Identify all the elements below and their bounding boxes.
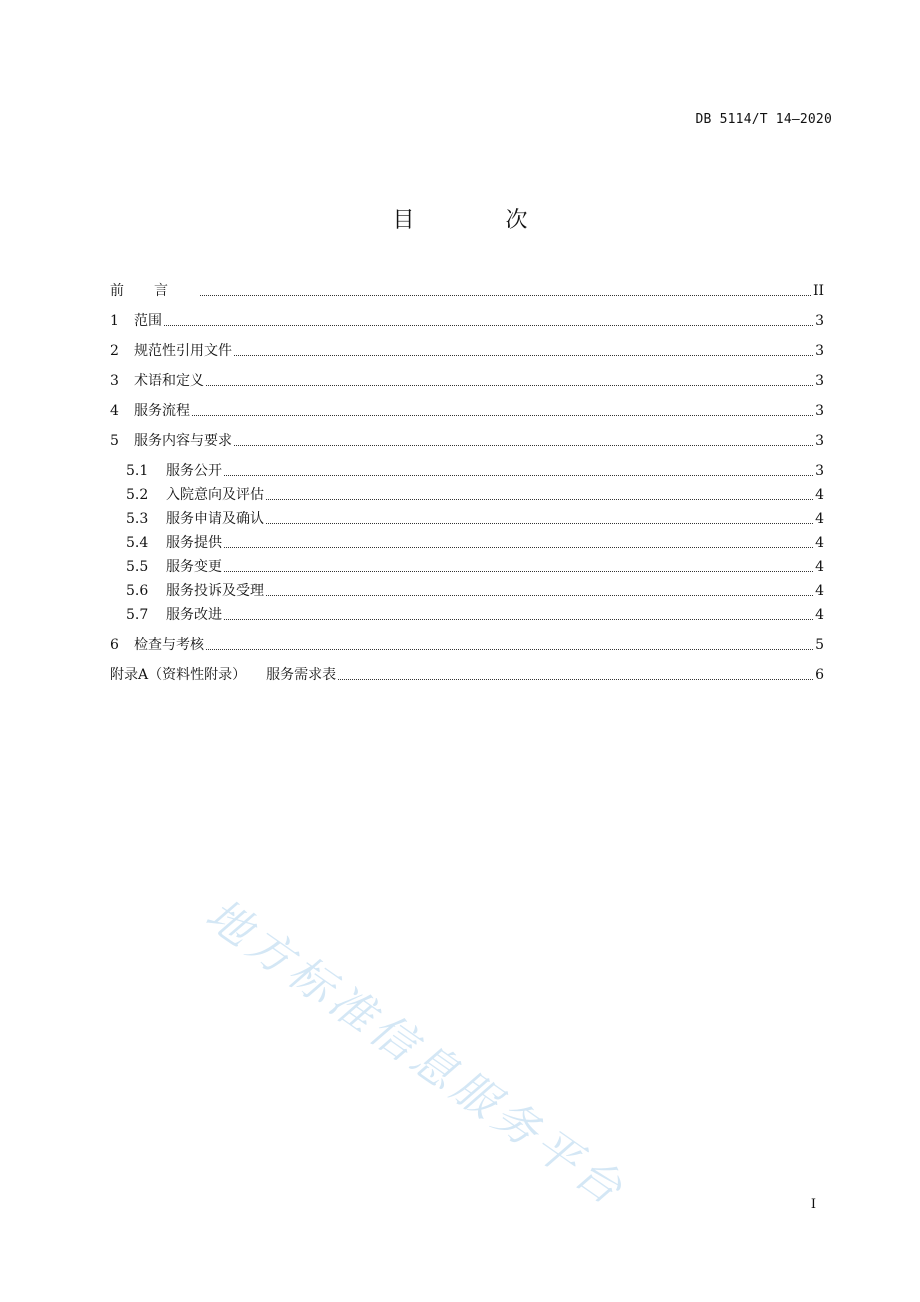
toc-page-number: 3 — [815, 343, 824, 359]
toc-page-number: 4 — [815, 535, 824, 551]
toc-leader-dots — [266, 523, 813, 524]
toc-entry-appendix-a[interactable] — [110, 664, 824, 684]
page-title: 目 次 — [392, 208, 570, 233]
toc-leader-dots — [338, 679, 813, 680]
toc-entry-number: 4 — [110, 403, 119, 419]
toc-leader-dots — [200, 295, 811, 296]
toc-leader-dots — [266, 499, 813, 500]
toc-entry-label: 前言 — [110, 283, 198, 299]
toc-entry-number: 6 — [110, 637, 119, 653]
toc-page-number: 4 — [815, 607, 824, 623]
toc-page-number: 3 — [815, 433, 824, 449]
toc-leader-dots — [164, 325, 813, 326]
toc-page-number: 3 — [815, 313, 824, 329]
toc-entry-number: 5 — [110, 433, 119, 449]
toc-entry-number: 5.6 — [126, 583, 149, 599]
toc-entry-number: 5.4 — [126, 535, 149, 551]
toc-entry-5-6[interactable] — [126, 580, 824, 600]
toc-entry-label: 术语和定义 — [134, 373, 204, 389]
toc-entry-5-4[interactable] — [126, 532, 824, 552]
toc-leader-dots — [224, 571, 813, 572]
toc-leader-dots — [234, 355, 813, 356]
toc-entry-number: 5.2 — [126, 487, 149, 503]
toc-leader-dots — [224, 475, 813, 476]
toc-page-number: 3 — [815, 403, 824, 419]
toc-page-number: II — [812, 283, 824, 299]
toc-entry-5-5[interactable] — [126, 556, 824, 576]
toc-leader-dots — [192, 415, 813, 416]
toc-page-number: 3 — [815, 373, 824, 389]
toc-entry-5-7[interactable] — [126, 604, 824, 624]
toc-entry-number: 1 — [110, 313, 119, 329]
toc-leader-dots — [206, 385, 813, 386]
toc-entry-label: 服务投诉及受理 — [166, 583, 264, 599]
toc-entry-label: 服务变更 — [166, 559, 222, 575]
toc-page-number: 6 — [815, 667, 824, 683]
toc-entry-label: 规范性引用文件 — [134, 343, 232, 359]
toc-entry-label: 服务内容与要求 — [134, 433, 232, 449]
toc-entry-preface[interactable] — [110, 280, 824, 300]
toc-entry-3[interactable] — [110, 370, 824, 390]
toc-entry-number: 5.3 — [126, 511, 149, 527]
toc-entry-4[interactable] — [110, 400, 824, 420]
toc-entry-label: 服务改进 — [166, 607, 222, 623]
toc-leader-dots — [206, 649, 813, 650]
toc-entry-label: 服务流程 — [134, 403, 190, 419]
toc-entry-number: 5.5 — [126, 559, 149, 575]
toc-leader-dots — [234, 445, 813, 446]
toc-leader-dots — [224, 619, 813, 620]
toc-entry-number: 3 — [110, 373, 119, 389]
toc-entry-number: 2 — [110, 343, 119, 359]
watermark: 地方标准信息服务平台 — [196, 889, 636, 1218]
toc-entry-label: 服务提供 — [166, 535, 222, 551]
toc-page-number: 4 — [815, 583, 824, 599]
toc-page-number: 3 — [815, 463, 824, 479]
toc-entry-1[interactable] — [110, 310, 824, 330]
toc-entry-label: 服务公开 — [166, 463, 222, 479]
document-code: DB 5114/T 14—2020 — [695, 112, 832, 127]
toc-entry-5[interactable] — [110, 430, 824, 450]
toc-leader-dots — [224, 547, 813, 548]
toc-entry-label: 服务申请及确认 — [166, 511, 264, 527]
toc-entry-2[interactable] — [110, 340, 824, 360]
toc-entry-number: 附录A（资料性附录） — [110, 667, 247, 683]
toc-entry-label: 入院意向及评估 — [166, 487, 264, 503]
toc-entry-5-2[interactable] — [126, 484, 824, 504]
toc-entry-number: 5.1 — [126, 463, 149, 479]
toc-entry-label: 范围 — [134, 313, 162, 329]
toc-entry-number: 5.7 — [126, 607, 149, 623]
toc-page-number: 4 — [815, 559, 824, 575]
toc-page-number: 4 — [815, 511, 824, 527]
footer-page-number: I — [810, 1197, 816, 1212]
toc-leader-dots — [266, 595, 813, 596]
toc-entry-label: 服务需求表 — [266, 667, 337, 683]
toc-entry-5-1[interactable] — [126, 460, 824, 480]
toc-entry-6[interactable] — [110, 634, 824, 654]
toc-entry-label: 检查与考核 — [134, 637, 204, 653]
toc-entry-5-3[interactable] — [126, 508, 824, 528]
toc-page-number: 4 — [815, 487, 824, 503]
toc-page-number: 5 — [815, 637, 824, 653]
